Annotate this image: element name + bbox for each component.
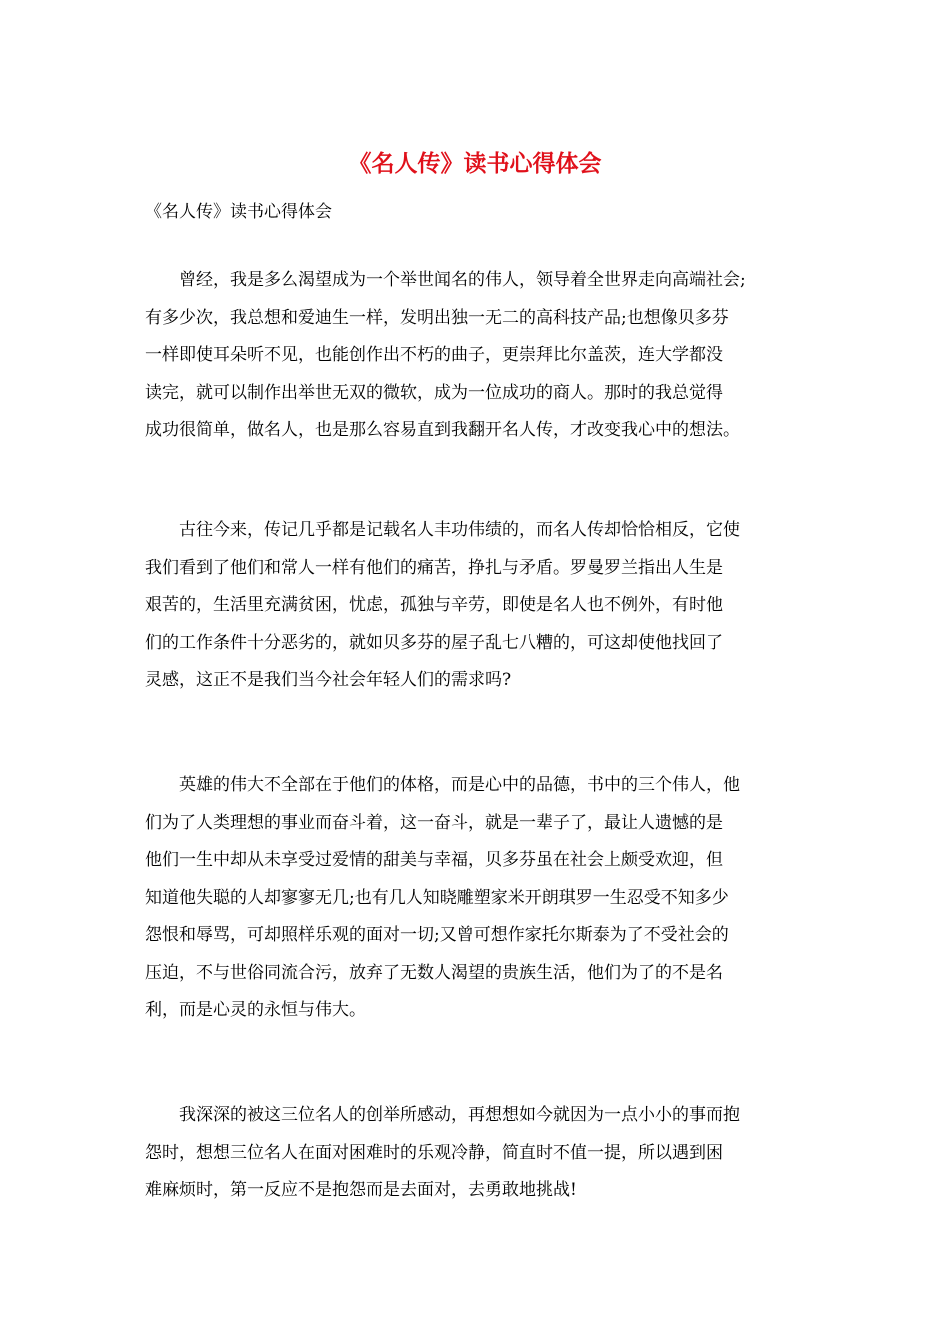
paragraph-line: 古往今来，传记几乎都是记载名人丰功伟绩的，而名人传却恰恰相反，它使 — [145, 520, 740, 540]
document-title: 《名人传》读书心得体会 — [348, 150, 602, 177]
paragraph-line: 知道他失聪的人却寥寥无几;也有几人知晓雕塑家米开朗琪罗一生忍受不知多少 — [145, 887, 729, 908]
paragraph-4 — [145, 1097, 810, 1210]
paragraph-line: 成功很简单，做名人，也是那么容易直到我翻开名人传，才改变我心中的想法。 — [145, 420, 740, 440]
paragraph-line: 难麻烦时，第一反应不是抱怨而是去面对，去勇敢地挑战! — [145, 1180, 577, 1200]
paragraph-line: 压迫，不与世俗同流合污，放弃了无数人渴望的贵族生活，他们为了的不是名 — [145, 962, 723, 983]
paragraph-line: 们为了人类理想的事业而奋斗着，这一奋斗，就是一辈子了，最让人遗憾的是 — [145, 812, 723, 833]
paragraph-line: 利，而是心灵的永恒与伟大。 — [145, 1000, 366, 1020]
paragraph-2 — [145, 512, 810, 700]
document-subtitle: 《名人传》读书心得体会 — [145, 202, 332, 222]
paragraph-1 — [145, 262, 810, 450]
paragraph-line: 读完，就可以制作出举世无双的微软，成为一位成功的商人。那时的我总觉得 — [145, 382, 723, 403]
paragraph-line: 他们一生中却从未享受过爱情的甜美与幸福，贝多芬虽在社会上颇受欢迎，但 — [145, 850, 723, 870]
paragraph-line: 我深深的被这三位名人的创举所感动，再想想如今就因为一点小小的事而抱 — [145, 1105, 740, 1125]
paragraph-line: 英雄的伟大不全部在于他们的体格，而是心中的品德，书中的三个伟人，他 — [145, 775, 740, 795]
paragraph-line: 怨恨和辱骂，可却照样乐观的面对一切;又曾可想作家托尔斯泰为了不受社会的 — [145, 925, 729, 945]
paragraph-line: 曾经，我是多么渴望成为一个举世闻名的伟人，领导着全世界走向高端社会; — [145, 270, 746, 290]
paragraph-line: 灵感，这正不是我们当今社会年轻人们的需求吗? — [145, 670, 512, 690]
paragraph-line: 有多少次，我总想和爱迪生一样，发明出独一无二的高科技产品;也想像贝多芬 — [145, 307, 729, 328]
paragraph-line: 们的工作条件十分恶劣的，就如贝多芬的屋子乱七八糟的，可这却使他找回了 — [145, 632, 723, 653]
paragraph-line: 一样即使耳朵听不见，也能创作出不朽的曲子，更崇拜比尔盖茨，连大学都没 — [145, 345, 723, 365]
paragraph-3 — [145, 767, 810, 1030]
paragraph-line: 怨时，想想三位名人在面对困难时的乐观冷静，简直时不值一提，所以遇到困 — [145, 1142, 723, 1163]
paragraph-line: 艰苦的，生活里充满贫困，忧虑，孤独与辛劳，即使是名人也不例外，有时他 — [145, 595, 723, 615]
paragraph-line: 我们看到了他们和常人一样有他们的痛苦，挣扎与矛盾。罗曼罗兰指出人生是 — [145, 557, 723, 578]
